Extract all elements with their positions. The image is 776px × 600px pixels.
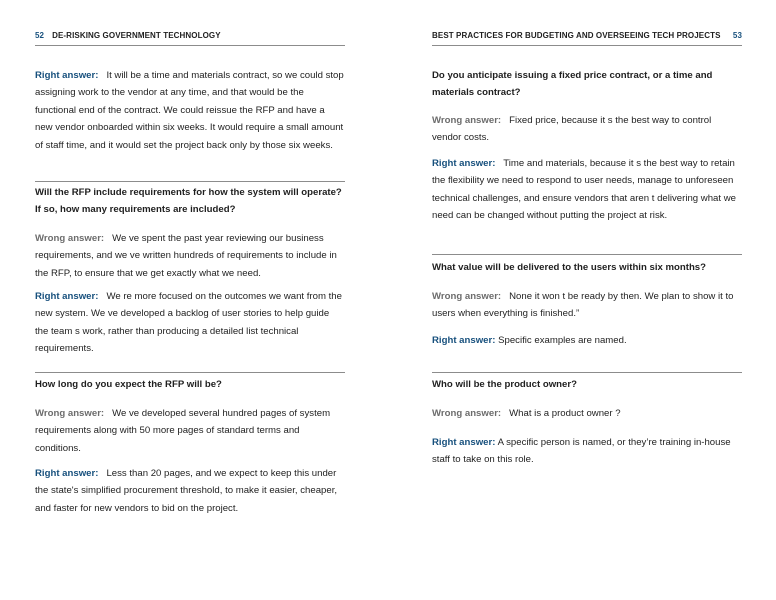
wrong-answer-text: We ve spent the past year reviewing our business requirements, and we ve written hundreds of requirements to include in the RFP, to ensure that we get exactly what we need. <box>35 233 337 279</box>
right-answer-label: Right answer: <box>432 437 496 448</box>
page-number: 52 <box>35 31 45 40</box>
right-answer-text: Less than 20 pages, and we expect to keep this under the state's simplified procurement threshold, to make it easier, cheaper, and faster for new vendors to bid on the project. <box>35 468 338 514</box>
right-answer-label: Right answer: <box>35 291 99 302</box>
right-answer-label: Right answer: <box>432 335 496 346</box>
header-title: DE-RISKING GOVERNMENT TECHNOLOGY <box>52 31 221 40</box>
right-answer-text: It will be a time and materials contract, so we could stop assigning work to the vendor at any time, and that would be the functional end of the contract. We could reissue the RFP and have a new vendor onboarded within six weeks. It would require a small amount of staff time, and it would set the project back only by those six weeks. <box>35 70 344 151</box>
right-answer <box>432 155 742 225</box>
section-divider <box>432 372 742 373</box>
right-answer-text: A specific person is named, or they’re training in-house staff to take on this role. <box>432 437 731 466</box>
right-answer <box>432 332 742 349</box>
wrong-answer-label: Wrong answer: <box>35 408 105 419</box>
question-heading: Who will be the product owner? <box>432 379 577 390</box>
wrong-answer-label: Wrong answer: <box>432 291 502 302</box>
wrong-answer-label: Wrong answer: <box>432 408 502 419</box>
right-answer <box>35 288 345 358</box>
section-divider <box>35 181 345 182</box>
intro-answer <box>35 67 345 154</box>
wrong-answer-label: Wrong answer: <box>432 115 502 126</box>
wrong-answer-label: Wrong answer: <box>35 233 105 244</box>
wrong-answer-text: Fixed price, because it s the best way to control vendor costs. <box>432 115 712 144</box>
wrong-answer <box>35 405 345 457</box>
right-answer <box>35 465 345 517</box>
right-answer-text: Time and materials, because it s the best way to retain the flexibility we need to respond to user needs, manage to unforeseen technical challenges, and ensure vendors that aren t delivering what we need can be changed without putting the project at risk. <box>432 158 736 222</box>
section-divider <box>35 372 345 373</box>
wrong-answer-text: What is a product owner ? <box>509 408 621 419</box>
header-title: BEST PRACTICES FOR BUDGETING AND OVERSEEING TECH PROJECTS <box>432 31 721 40</box>
question-heading: Do you anticipate issuing a fixed price contract, or a time and materials contract? <box>432 70 713 99</box>
right-answer <box>432 434 742 469</box>
wrong-answer <box>432 405 742 422</box>
wrong-answer <box>432 288 742 323</box>
right-answer-label: Right answer: <box>35 70 99 81</box>
left-running-header <box>35 31 345 46</box>
right-running-header <box>432 31 742 46</box>
wrong-answer <box>35 230 345 282</box>
wrong-answer-text: We ve developed several hundred pages of system requirements along with 50 more pages of standard terms and conditions. <box>35 408 331 454</box>
right-answer-label: Right answer: <box>432 158 496 169</box>
right-answer-label: Right answer: <box>35 468 99 479</box>
right-answer-text: Specific examples are named. <box>498 335 627 346</box>
question-heading: How long do you expect the RFP will be? <box>35 379 222 390</box>
wrong-answer <box>432 112 742 147</box>
question-heading: Will the RFP include requirements for how the system will operate? If so, how many requirements are included? <box>35 187 342 216</box>
page-number: 53 <box>732 31 742 40</box>
section-divider <box>432 254 742 255</box>
wrong-answer-text: None it won t be ready by then. We plan to show it to users when everything is finished.” <box>432 291 734 320</box>
right-answer-text: We re more focused on the outcomes we want from the new system. We ve developed a backlog of user stories to help guide the team s work, rather than producing a detailed list technical requirements. <box>35 291 342 355</box>
question-heading: What value will be delivered to the users within six months? <box>432 262 707 273</box>
